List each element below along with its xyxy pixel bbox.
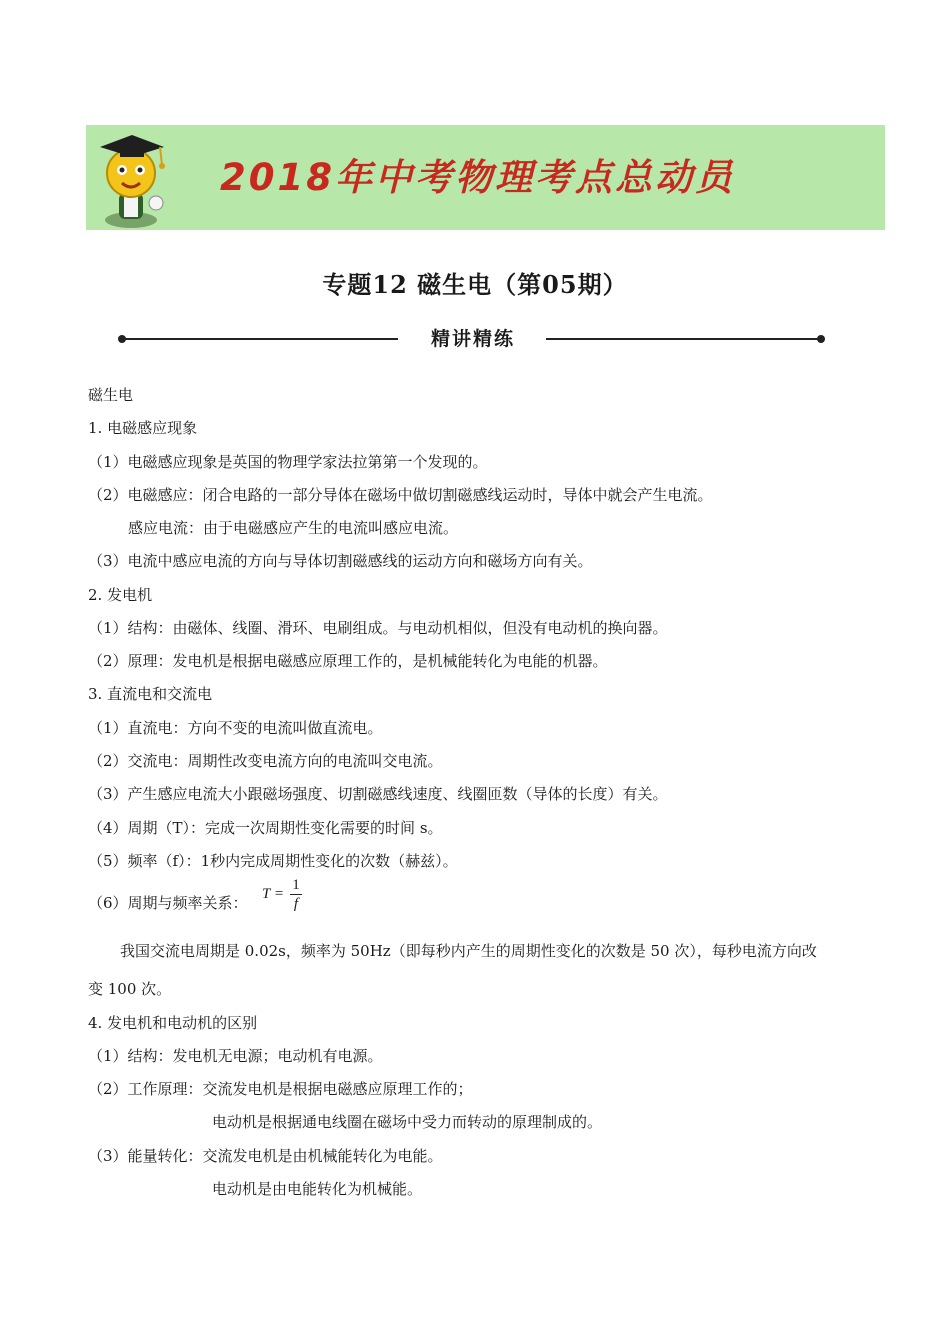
list-item: （6）周期与频率关系： xyxy=(88,894,248,912)
banner-title: 2018年中考物理考点总动员 xyxy=(220,156,735,199)
mascot-icon xyxy=(86,125,176,230)
formula-fraction xyxy=(290,876,302,913)
list-item: （5）频率（f）：1秒内完成周期性变化的次数（赫兹）。 xyxy=(88,852,458,870)
list-item-continuation: 电动机是由电能转化为机械能。 xyxy=(212,1180,423,1198)
paragraph-line: 变 100 次。 xyxy=(88,980,172,998)
list-item: （1）直流电：方向不变的电流叫做直流电。 xyxy=(88,719,383,737)
list-item: （2）电磁感应：闭合电路的一部分导体在磁场中做切割磁感线运动时，导体中就会产生电流。 xyxy=(88,486,713,504)
section-2-title: 2. 发电机 xyxy=(88,586,153,604)
list-item-continuation: 感应电流：由于电磁感应产生的电流叫感应电流。 xyxy=(128,519,459,537)
formula-lhs: T = xyxy=(262,886,284,902)
header-banner xyxy=(86,125,885,230)
list-item: （2）交流电：周期性改变电流方向的电流叫交电流。 xyxy=(88,752,443,770)
list-item: （4）周期（T）：完成一次周期性变化需要的时间 s。 xyxy=(88,819,443,837)
list-item: （1）结构：发电机无电源；电动机有电源。 xyxy=(88,1047,383,1065)
list-item: （3）电流中感应电流的方向与导体切割磁感线的运动方向和磁场方向有关。 xyxy=(88,552,593,570)
list-item: （1）结构：由磁体、线圈、滑环、电刷组成。与电动机相似，但没有电动机的换向器。 xyxy=(88,619,668,637)
divider-dot-right xyxy=(817,335,825,343)
divider-label: 精讲精练 xyxy=(430,328,515,350)
formula-denominator: f xyxy=(293,896,299,912)
divider-line-left xyxy=(124,338,398,340)
formula-numerator: 1 xyxy=(292,877,300,893)
list-item: （2）工作原理：交流发电机是根据电磁感应原理工作的； xyxy=(88,1080,473,1098)
list-item: （1）电磁感应现象是英国的物理学家法拉第第一个发现的。 xyxy=(88,453,488,471)
section-3-title: 3. 直流电和交流电 xyxy=(88,685,213,703)
list-item: （3）产生感应电流大小跟磁场强度、切割磁感线速度、线圈匝数（导体的长度）有关。 xyxy=(88,785,668,803)
period-frequency-formula xyxy=(262,877,300,912)
list-item: （3）能量转化：交流发电机是由机械能转化为电能。 xyxy=(88,1147,443,1165)
list-item: （2）原理：发电机是根据电磁感应原理工作的，是机械能转化为电能的机器。 xyxy=(88,652,608,670)
paragraph-line: 我国交流电周期是 0.02s，频率为 50Hz（即每秒内产生的周期性变化的次数是 50 次），每秒电流方向改 xyxy=(120,942,817,960)
section-heading: 磁生电 xyxy=(88,386,134,404)
section-1-title: 1. 电磁感应现象 xyxy=(88,419,198,437)
document-title: 专题12 磁生电（第05期） xyxy=(322,270,628,299)
list-item-continuation: 电动机是根据通电线圈在磁场中受力而转动的原理制成的。 xyxy=(212,1113,603,1131)
divider-line-right xyxy=(546,338,819,340)
section-divider xyxy=(118,325,825,353)
section-4-title: 4. 发电机和电动机的区别 xyxy=(88,1014,258,1032)
